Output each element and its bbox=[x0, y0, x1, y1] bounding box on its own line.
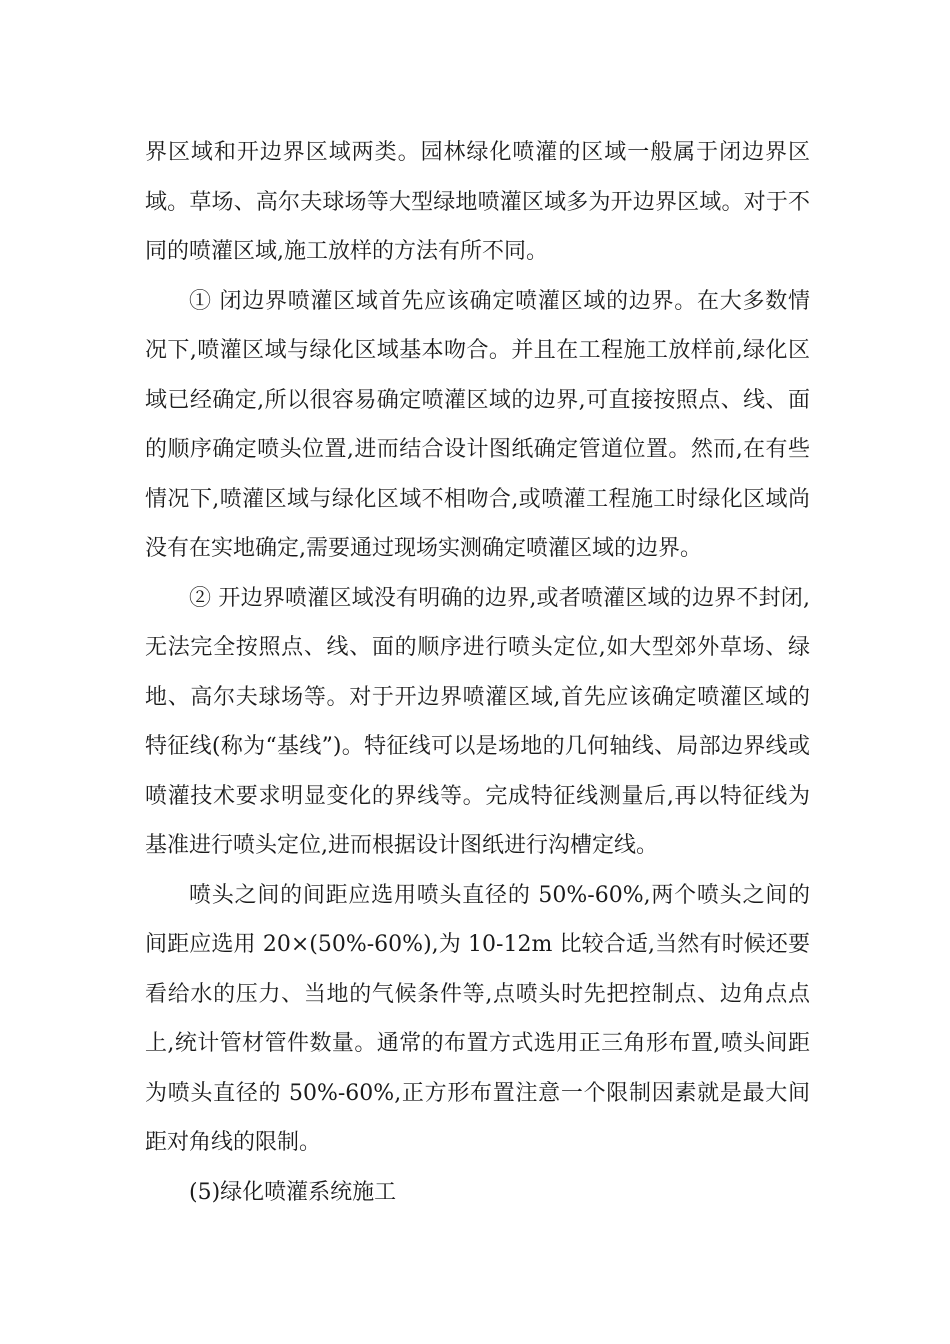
paragraph-continuation: 界区域和开边界区域两类。园林绿化喷灌的区域一般属于闭边界区域。草场、高尔夫球场等大型绿地喷灌区域多为开边界区域。对于不同的喷灌区域,施工放样的方法有所不同。 bbox=[145, 140, 810, 264]
section-heading: (5)绿化喷灌系统施工 bbox=[189, 1179, 397, 1205]
paragraph-sprinkler-spacing: 喷头之间的间距应选用喷头直径的 50%-60%,两个喷头之间的间距应选用 20×(50%-60%),为 10-12m 比较合适,当然有时候还要看给水的压力、当地的气候条件等,点喷头时先把控制点、边角点点上,统计管材管件数量。通常的布置方式选用正三角形布置,喷头间距为喷头直径的 50%-60%,正方形布置注意一个限制因素就是最大间距对角线的限制。 bbox=[145, 882, 810, 1155]
paragraph-open-boundary: ② 开边界喷灌区域没有明确的边界,或者喷灌区域的边界不封闭,无法完全按照点、线、面的顺序进行喷头定位,如大型郊外草场、绿地、高尔夫球场等。对于开边界喷灌区域,首先应该确定喷灌区域的特征线(称为“基线”)。特征线可以是场地的几何轴线、局部边界线或喷灌技术要求明显变化的界线等。完成特征线测量后,再以特征线为基准进行喷头定位,进而根据设计图纸进行沟槽定线。 bbox=[145, 585, 810, 858]
paragraph-closed-boundary: ① 闭边界喷灌区域首先应该确定喷灌区域的边界。在大多数情况下,喷灌区域与绿化区域基本吻合。并且在工程施工放样前,绿化区域已经确定,所以很容易确定喷灌区域的边界,可直接按照点、线、面的顺序确定喷头位置,进而结合设计图纸确定管道位置。然而,在有些情况下,喷灌区域与绿化区域不相吻合,或喷灌工程施工时绿化区域尚没有在实地确定,需要通过现场实测确定喷灌区域的边界。 bbox=[145, 288, 810, 561]
document-body bbox=[145, 128, 810, 1217]
